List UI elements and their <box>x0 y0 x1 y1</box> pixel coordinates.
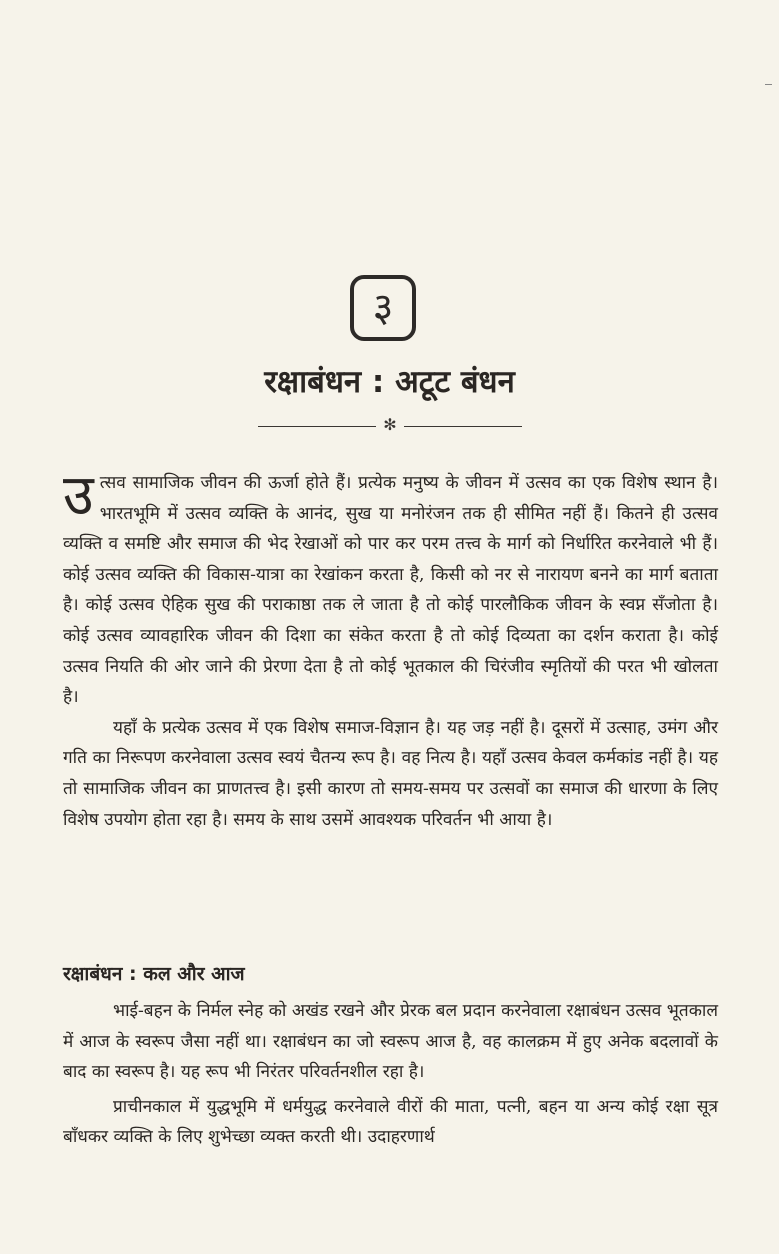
drop-cap: उ <box>63 463 94 528</box>
section-paragraph-2: प्राचीनकाल में युद्धभूमि में धर्मयुद्ध करनेवाले वीरों की माता, पत्नी, बहन या अन्य कोई रक्षा सूत्र बाँधकर व्यक्ति के लिए शुभेच्छा व्यक्त करती थी। उदाहरणार्थ <box>63 1096 718 1148</box>
chapter-number-badge <box>350 275 416 341</box>
section-heading: रक्षाबंधन : कल और आज <box>63 963 245 985</box>
chapter-number: ३ <box>372 285 394 331</box>
intro-text <box>63 463 718 835</box>
ornament-star-icon: ✻ <box>383 415 397 434</box>
intro-paragraph-1 <box>63 463 718 713</box>
ornament-rule-right <box>404 426 522 427</box>
intro-paragraph-1-text: त्सव सामाजिक जीवन की ऊर्जा होते हैं। प्रत्येक मनुष्य के जीवन में उत्सव का एक विशेष स्थान है। भारतभूमि में उत्सव व्यक्ति के आनंद, सुख या मनोरंजन तक ही सीमित नहीं हैं। कितने ही उत्सव व्यक्ति व समष्टि और समाज की भेद रेखाओं को पार कर परम तत्त्व के मार्ग को निर्धारित करनेवाले भी हैं। कोई उत्सव व्यक्ति की विकास-यात्रा का रेखांकन करता है, किसी को नर से नारायण बनने का मार्ग बताता है। कोई उत्सव ऐहिक सुख की पराकाष्ठा तक ले जाता है तो कोई पारलौकिक जीवन के स्वप्न सँजोता है। कोई उत्सव व्यावहारिक जीवन की दिशा का संकेत करता है तो कोई दिव्यता का दर्शन कराता है। कोई उत्सव नियति की ओर जाने की प्रेरणा देता है तो कोई भूतकाल की चिरंजीव स्मृतियों की परत भी खोलता है। <box>63 473 718 708</box>
section-paragraph-1: भाई-बहन के निर्मल स्नेह को अखंड रखने और प्रेरक बल प्रदान करनेवाला रक्षाबंधन उत्सव भूतकाल में आज के स्वरूप जैसा नहीं था। रक्षाबंधन का जो स्वरूप आज है, वह कालक्रम में हुए अनेक बदलावों के बाद का स्वरूप है। यह रूप भी निरंतर परिवर्तनशील रहा है। <box>63 1001 718 1083</box>
page-edge-mark <box>765 84 772 85</box>
chapter-title: रक्षाबंधन : अटूट बंधन <box>264 364 515 400</box>
section-text <box>63 996 718 1153</box>
title-ornament-divider <box>258 415 522 436</box>
intro-paragraph-2: यहाँ के प्रत्येक उत्सव में एक विशेष समाज-विज्ञान है। यह जड़ नहीं है। दूसरों में उत्साह, उमंग और गति का निरूपण करनेवाला उत्सव स्वयं चैतन्य रूप है। वह नित्य है। यहाँ उत्सव केवल कर्मकांड नहीं है। यह तो सामाजिक जीवन का प्राणतत्त्व है। इसी कारण तो समय-समय पर उत्सवों का समाज की धारणा के लिए विशेष उपयोग होता रहा है। समय के साथ उसमें आवश्यक परिवर्तन भी आया है। <box>63 717 718 830</box>
